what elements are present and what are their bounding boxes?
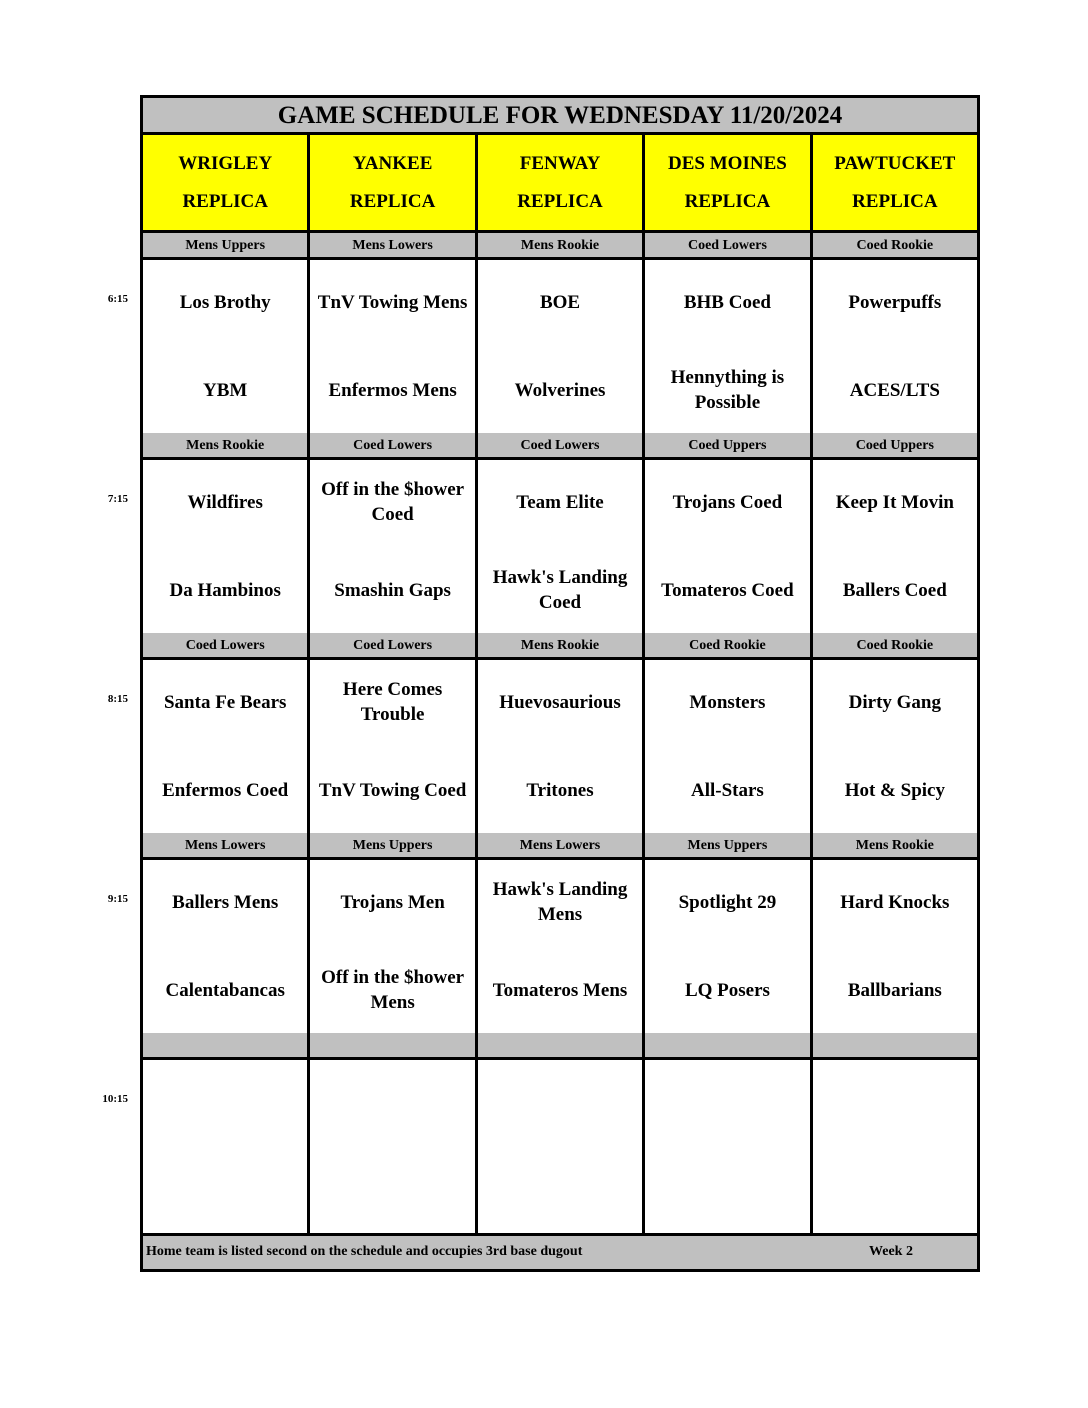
away-team (314, 1072, 470, 1132)
division-label: Coed Rookie (813, 233, 977, 257)
home-team: Hawk's Landing Coed (492, 567, 628, 613)
time-label: 8:15 (107, 693, 128, 705)
division-label: Mens Lowers (310, 233, 477, 257)
game-cell (143, 660, 310, 833)
home-team (314, 1160, 470, 1220)
away-team: TnV Towing Mens (317, 291, 468, 313)
division-row (143, 233, 977, 260)
game-cell (645, 460, 812, 633)
game-cell (310, 660, 477, 833)
game-cell (813, 660, 977, 833)
division-label: Mens Uppers (143, 233, 310, 257)
division-label: Mens Rookie (478, 233, 645, 257)
game-cell (813, 860, 977, 1033)
home-team: Ballers Coed (842, 579, 947, 601)
home-team: Off in the $hower Mens (321, 967, 465, 1013)
division-label: Coed Lowers (310, 433, 477, 457)
schedule-table (140, 95, 980, 1272)
home-team (147, 1160, 303, 1220)
field-header-des-moines (645, 135, 812, 230)
division-label (143, 1033, 310, 1057)
field-header-fenway (478, 135, 645, 230)
field-subtitle: REPLICA (852, 190, 938, 212)
division-label: Mens Rookie (813, 833, 977, 857)
game-cell (143, 260, 310, 433)
field-name: WRIGLEY (178, 152, 273, 174)
away-team (649, 1072, 805, 1132)
home-team-note: Home team is listed second on the schedule and occupies 3rd base dugout (146, 1244, 583, 1259)
away-team (147, 1072, 303, 1132)
home-team: Enfermos Mens (328, 379, 457, 401)
division-label: Coed Uppers (645, 433, 812, 457)
division-label: Coed Rookie (813, 633, 977, 657)
field-name: DES MOINES (668, 152, 787, 174)
game-row (143, 1060, 977, 1236)
game-cell (310, 860, 477, 1033)
away-team: Trojans Men (340, 891, 445, 913)
away-team: Trojans Coed (672, 491, 783, 513)
game-cell (310, 1060, 477, 1233)
home-team: ACES/LTS (849, 379, 940, 401)
game-cell (478, 1060, 645, 1233)
home-team: TnV Towing Coed (318, 779, 467, 801)
week-label: Week 2 (869, 1244, 913, 1259)
game-cell (645, 860, 812, 1033)
away-team: Ballers Mens (172, 891, 279, 913)
time-label: 9:15 (107, 893, 128, 905)
division-label (813, 1033, 977, 1057)
home-team: Enfermos Coed (162, 779, 289, 801)
game-cell (813, 1060, 977, 1233)
field-subtitle: REPLICA (349, 190, 436, 212)
time-label: 7:15 (107, 493, 128, 505)
division-label: Coed Lowers (310, 633, 477, 657)
game-cell (143, 860, 310, 1033)
division-row (143, 1033, 977, 1060)
division-label (310, 1033, 477, 1057)
home-team: Calentabancas (165, 979, 285, 1001)
division-label: Coed Rookie (645, 633, 812, 657)
schedule-title: GAME SCHEDULE FOR WEDNESDAY 11/20/2024 (143, 98, 977, 135)
game-cell (478, 460, 645, 633)
division-label: Mens Lowers (143, 833, 310, 857)
field-name: PAWTUCKET (834, 152, 956, 174)
home-team: LQ Posers (684, 979, 770, 1001)
division-label: Mens Rookie (478, 633, 645, 657)
game-row (143, 460, 977, 636)
division-label: Mens Uppers (310, 833, 477, 857)
away-team: Monsters (689, 691, 766, 713)
home-team (649, 1160, 805, 1220)
division-label (478, 1033, 645, 1057)
away-team: BOE (539, 291, 581, 313)
home-team: Hennything is Possible (670, 367, 785, 413)
home-team: Tritones (526, 779, 594, 801)
field-name: YANKEE (352, 152, 433, 174)
away-team: Hard Knocks (840, 891, 950, 913)
field-header-yankee (310, 135, 477, 230)
time-label: 6:15 (107, 293, 128, 305)
game-row (143, 260, 977, 436)
home-team: Ballbarians (847, 979, 942, 1001)
home-team: Tomateros Coed (661, 579, 794, 601)
game-row (143, 660, 977, 836)
division-row (143, 633, 977, 660)
away-team: Off in the $hower Coed (321, 479, 465, 525)
home-team: Tomateros Mens (492, 979, 628, 1001)
home-team: Hot & Spicy (844, 779, 945, 801)
field-header-pawtucket (813, 135, 977, 230)
division-row (143, 433, 977, 460)
game-cell (645, 1060, 812, 1233)
away-team: Powerpuffs (848, 291, 942, 313)
division-label (645, 1033, 812, 1057)
time-label: 10:15 (102, 1093, 128, 1105)
game-cell (310, 260, 477, 433)
footer-bar (143, 1236, 977, 1269)
game-cell (310, 460, 477, 633)
division-label: Coed Lowers (478, 433, 645, 457)
game-cell (143, 1060, 310, 1233)
field-name: FENWAY (519, 152, 601, 174)
game-cell (813, 260, 977, 433)
division-label: Mens Uppers (645, 833, 812, 857)
division-label: Coed Lowers (143, 633, 310, 657)
home-team: Da Hambinos (169, 579, 281, 601)
game-cell (645, 660, 812, 833)
division-label: Mens Rookie (143, 433, 310, 457)
field-subtitle: REPLICA (684, 190, 771, 212)
field-header-row (143, 135, 977, 233)
division-row (143, 833, 977, 860)
away-team: Huevosaurious (499, 691, 621, 713)
away-team: Keep It Movin (835, 491, 954, 513)
away-team: Here Comes Trouble (342, 679, 443, 725)
away-team: BHB Coed (683, 291, 771, 313)
game-cell (813, 460, 977, 633)
away-team: Wildfires (187, 491, 263, 513)
division-label: Coed Lowers (645, 233, 812, 257)
away-team (817, 1072, 973, 1132)
away-team: Team Elite (516, 491, 604, 513)
home-team: Smashin Gaps (334, 579, 451, 601)
home-team (817, 1160, 973, 1220)
field-header-wrigley (143, 135, 310, 230)
field-subtitle: REPLICA (517, 190, 603, 212)
away-team: Hawk's Landing Mens (492, 879, 628, 925)
division-label: Mens Lowers (478, 833, 645, 857)
away-team: Dirty Gang (848, 691, 941, 713)
home-team: Wolverines (514, 379, 606, 401)
game-cell (478, 260, 645, 433)
away-team (482, 1072, 638, 1132)
away-team: Spotlight 29 (678, 891, 777, 913)
home-team (482, 1160, 638, 1220)
home-team: YBM (203, 379, 248, 401)
game-cell (478, 860, 645, 1033)
game-cell (143, 460, 310, 633)
division-label: Coed Uppers (813, 433, 977, 457)
away-team: Santa Fe Bears (163, 691, 287, 713)
game-cell (645, 260, 812, 433)
away-team: Los Brothy (179, 291, 271, 313)
game-cell (478, 660, 645, 833)
home-team: All-Stars (691, 779, 764, 801)
game-row (143, 860, 977, 1036)
field-subtitle: REPLICA (182, 190, 268, 212)
